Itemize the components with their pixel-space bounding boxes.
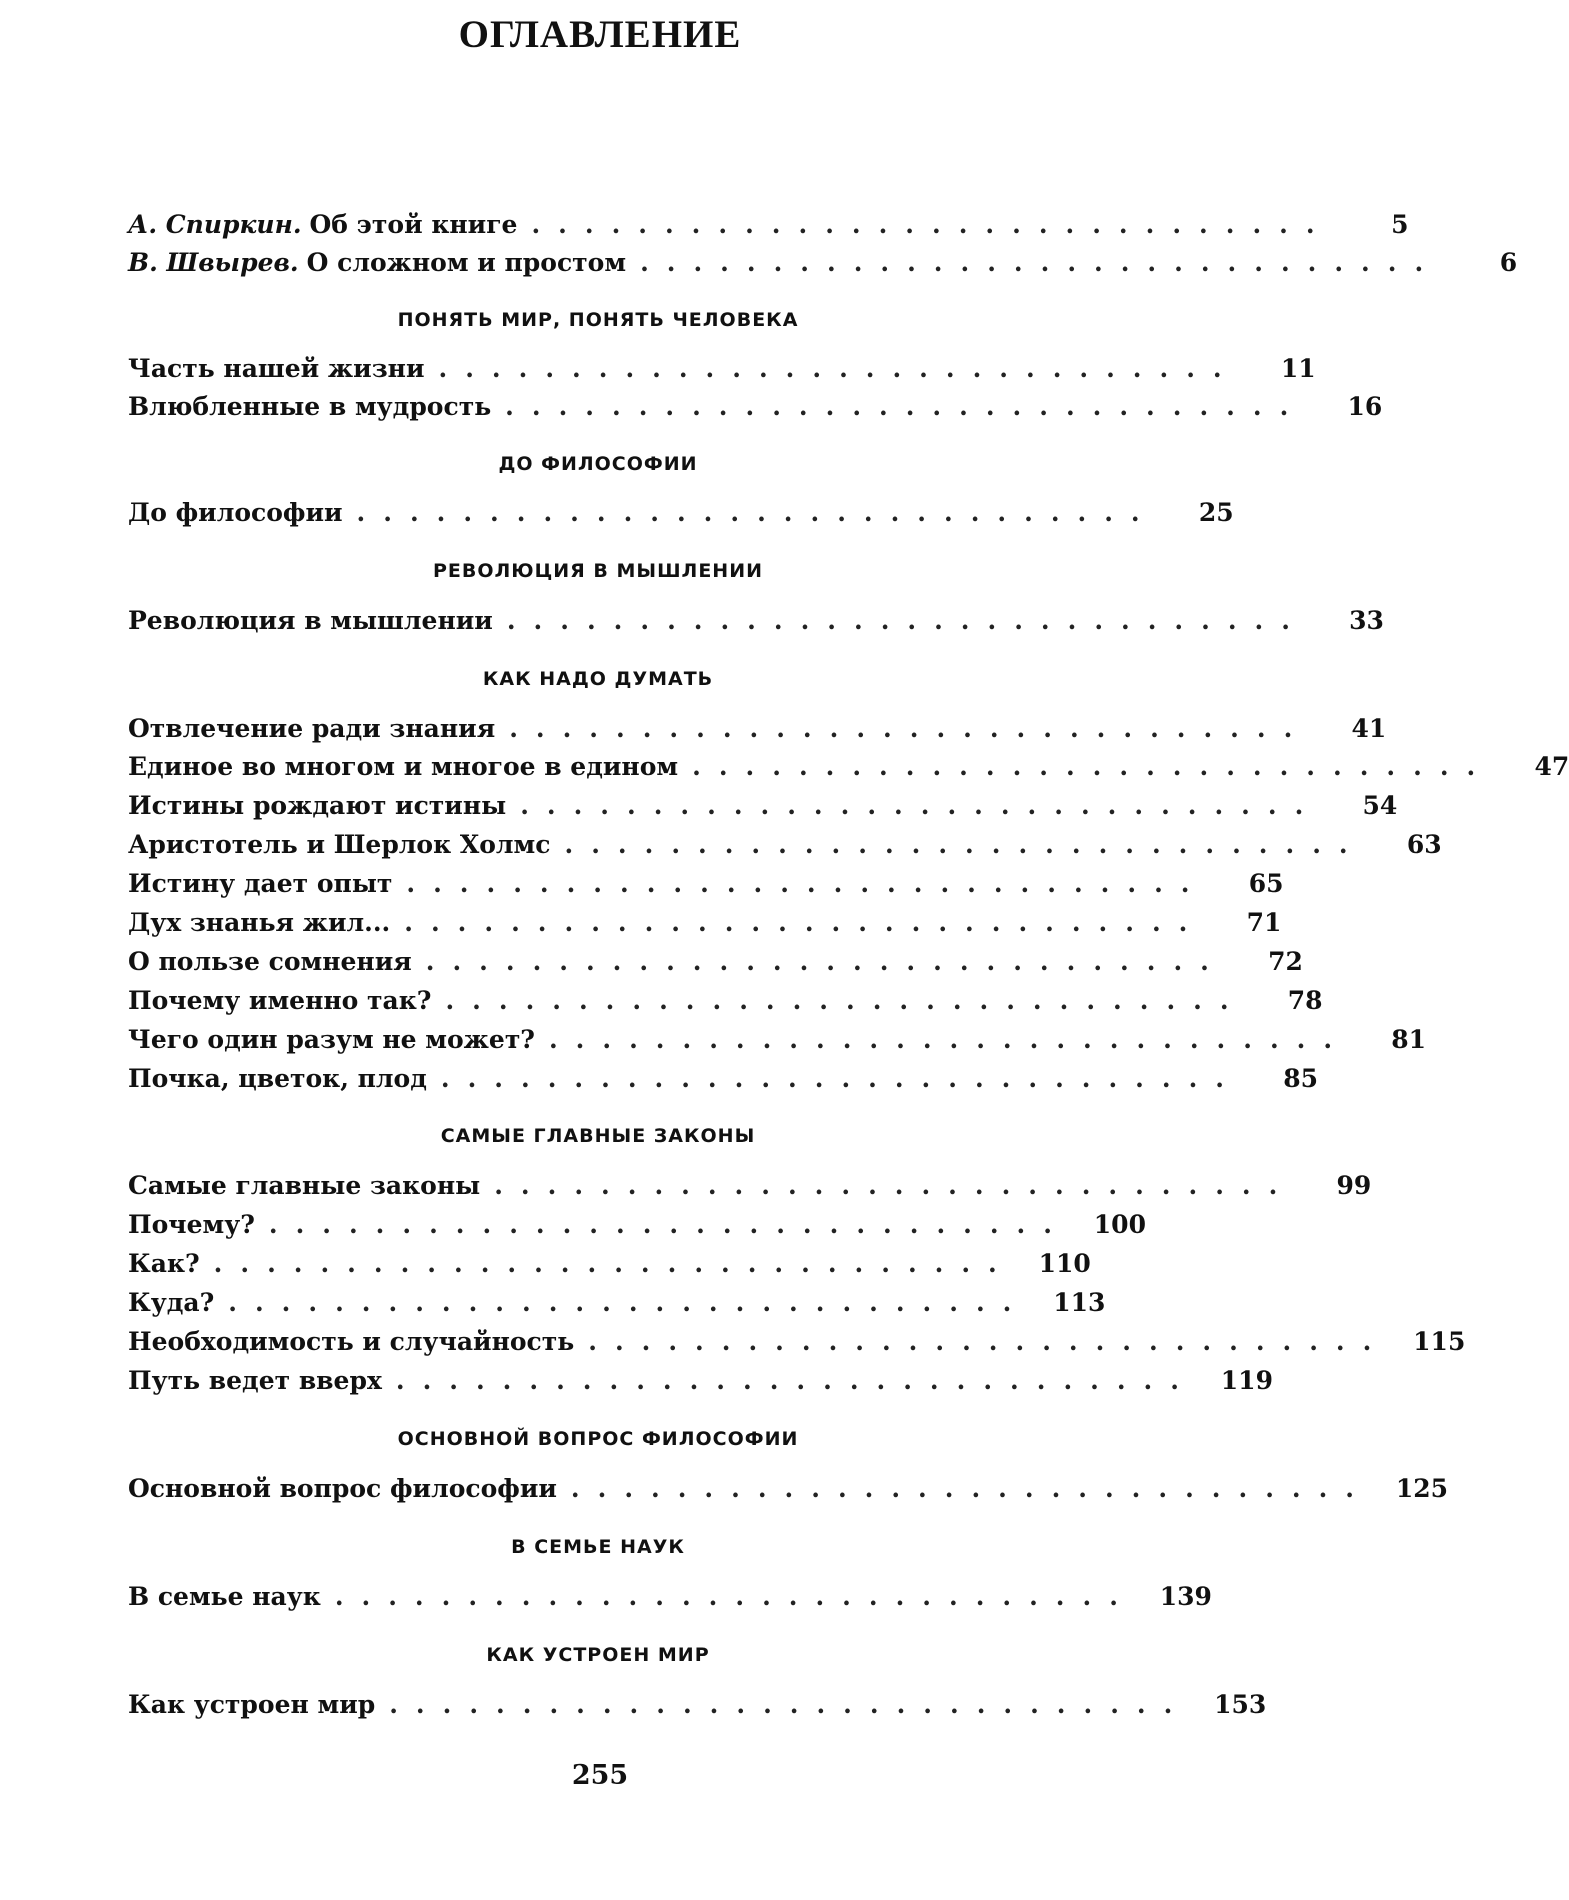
toc-entry[interactable]: [128, 494, 1234, 532]
toc-entry[interactable]: [128, 748, 1569, 786]
toc-entry[interactable]: [128, 865, 1284, 903]
entry-author: А. Спиркин.: [128, 210, 302, 239]
toc-entry[interactable]: [128, 826, 1442, 864]
entry-page: 153: [1214, 1690, 1267, 1719]
entry-page: 99: [1336, 1171, 1372, 1200]
entry-page: 6: [1499, 248, 1518, 277]
entry-title: Как?: [128, 1249, 200, 1278]
toc-entry[interactable]: [128, 1167, 1372, 1205]
entry-title: Истины рождают истины: [128, 791, 507, 820]
entry-title: Основной вопрос философии: [128, 1474, 557, 1503]
page-title: ОГЛАВЛЕНИЕ: [458, 13, 742, 56]
toc-entry[interactable]: [128, 1021, 1427, 1059]
entry-page: 47: [1534, 752, 1569, 781]
section-heading: КАК НАДО ДУМАТЬ: [482, 668, 714, 690]
dot-leader: ..............................: [395, 1366, 1197, 1395]
toc-entry[interactable]: [128, 710, 1387, 748]
entry-page: 65: [1248, 869, 1284, 898]
entry-page: 100: [1093, 1210, 1146, 1239]
entry-page: 25: [1198, 498, 1234, 527]
dot-leader: ..............................: [389, 1690, 1191, 1719]
entry-page: 54: [1362, 791, 1398, 820]
entry-page: 78: [1287, 986, 1323, 1015]
toc-entry[interactable]: [128, 244, 1518, 282]
toc-entry[interactable]: [128, 1362, 1273, 1400]
dot-leader: ..............................: [548, 1025, 1351, 1054]
entry-title: О сложном и простом: [306, 248, 627, 277]
section-heading: РЕВОЛЮЦИЯ В МЫШЛЕНИИ: [432, 560, 764, 582]
dot-leader: ..............................: [509, 714, 1311, 743]
dot-leader: ..............................: [406, 869, 1208, 898]
entry-author: В. Швырев.: [128, 248, 299, 277]
entry-title: В семье наук: [128, 1582, 321, 1611]
entry-title: Необходимость и случайность: [128, 1327, 575, 1356]
toc-entry[interactable]: [128, 1686, 1267, 1724]
dot-leader: ..............................: [228, 1288, 1030, 1317]
dot-leader: ..............................: [268, 1210, 1070, 1239]
section-heading: В СЕМЬЕ НАУК: [511, 1536, 685, 1558]
dot-leader: ..............................: [334, 1582, 1136, 1611]
entry-page: 125: [1395, 1474, 1449, 1503]
toc-entry[interactable]: [128, 1470, 1449, 1508]
dot-leader: ..............................: [438, 354, 1240, 383]
entry-page: 5: [1391, 210, 1409, 239]
dot-leader: ..............................: [494, 1171, 1296, 1200]
dot-leader: ..............................: [445, 986, 1247, 1015]
dot-leader: ..............................: [425, 947, 1227, 976]
section-heading: ПОНЯТЬ МИР, ПОНЯТЬ ЧЕЛОВЕКА: [397, 309, 799, 331]
entry-page: 110: [1038, 1249, 1091, 1278]
dot-leader: ..............................: [506, 606, 1308, 635]
entry-title: Единое во многом и многое в едином: [128, 752, 679, 781]
entry-page: 33: [1349, 606, 1384, 635]
entry-page: 72: [1268, 947, 1303, 976]
entry-title: Самые главные законы: [128, 1171, 481, 1200]
section-heading: КАК УСТРОЕН МИР: [486, 1644, 710, 1666]
entry-title: О пользе сомнения: [128, 947, 412, 976]
entry-title: Об этой книге: [309, 210, 518, 239]
entry-page: 41: [1351, 714, 1387, 743]
entry-title: Почему именно так?: [128, 986, 432, 1015]
toc-entry[interactable]: [128, 602, 1384, 640]
toc-entry[interactable]: [128, 388, 1383, 426]
entry-title: Почему?: [128, 1210, 255, 1239]
toc-entry[interactable]: [128, 787, 1398, 825]
entry-page: 81: [1391, 1025, 1427, 1054]
dot-leader: ..............................: [570, 1474, 1373, 1503]
dot-leader: ..............................: [640, 248, 1442, 277]
entry-title: Аристотель и Шерлок Холмс: [128, 830, 551, 859]
section-heading: ОСНОВНОЙ ВОПРОС ФИЛОСОФИИ: [397, 1428, 799, 1450]
dot-leader: ..............................: [404, 908, 1206, 937]
dot-leader: ..............................: [531, 210, 1333, 239]
entry-page: 63: [1406, 830, 1442, 859]
dot-leader: ..............................: [520, 791, 1322, 820]
toc-entry[interactable]: [128, 1323, 1466, 1361]
entry-page: 139: [1159, 1582, 1212, 1611]
entry-page: 113: [1053, 1288, 1106, 1317]
entry-title: Отвлечение ради знания: [128, 714, 496, 743]
entry-page: 71: [1246, 908, 1282, 937]
entry-title: Революция в мышлении: [128, 606, 493, 635]
page-number: 255: [571, 1760, 629, 1791]
entry-page: 85: [1283, 1064, 1318, 1093]
entry-title: Чего один разум не может?: [128, 1025, 535, 1054]
toc-entry[interactable]: [128, 206, 1409, 244]
entry-title: Дух знанья жил...: [128, 908, 391, 937]
dot-leader: ..............................: [588, 1327, 1390, 1356]
entry-page: 11: [1280, 354, 1316, 383]
toc-entry[interactable]: [128, 1578, 1212, 1616]
toc-entry[interactable]: [128, 1284, 1106, 1322]
toc-entry[interactable]: [128, 904, 1282, 942]
dot-leader: ..............................: [356, 498, 1158, 527]
toc-entry[interactable]: [128, 943, 1303, 981]
dot-leader: ..............................: [564, 830, 1366, 859]
entry-title: Часть нашей жизни: [128, 354, 425, 383]
dot-leader: ..............................: [440, 1064, 1242, 1093]
entry-page: 119: [1220, 1366, 1273, 1395]
dot-leader: ..............................: [505, 392, 1307, 421]
entry-title: До философии: [128, 498, 343, 527]
entry-title: Как устроен мир: [128, 1690, 376, 1719]
toc-entry[interactable]: [128, 1060, 1318, 1098]
toc-entry[interactable]: [128, 1206, 1146, 1244]
toc-entry[interactable]: [128, 982, 1323, 1020]
entry-title: Истину дает опыт: [128, 869, 393, 898]
section-heading: ДО ФИЛОСОФИИ: [498, 453, 698, 475]
dot-leader: ..............................: [213, 1249, 1015, 1278]
section-heading: САМЫЕ ГЛАВНЫЕ ЗАКОНЫ: [440, 1125, 756, 1147]
entry-title: Почка, цветок, плод: [128, 1064, 427, 1093]
entry-title: Куда?: [128, 1288, 215, 1317]
entry-title: Влюбленные в мудрость: [128, 392, 492, 421]
toc-entry[interactable]: [128, 1245, 1091, 1283]
toc-entry[interactable]: [128, 350, 1316, 388]
entry-title: Путь ведет вверх: [128, 1366, 382, 1395]
entry-page: 115: [1413, 1327, 1466, 1356]
entry-page: 16: [1347, 392, 1383, 421]
dot-leader: ..............................: [692, 752, 1494, 781]
